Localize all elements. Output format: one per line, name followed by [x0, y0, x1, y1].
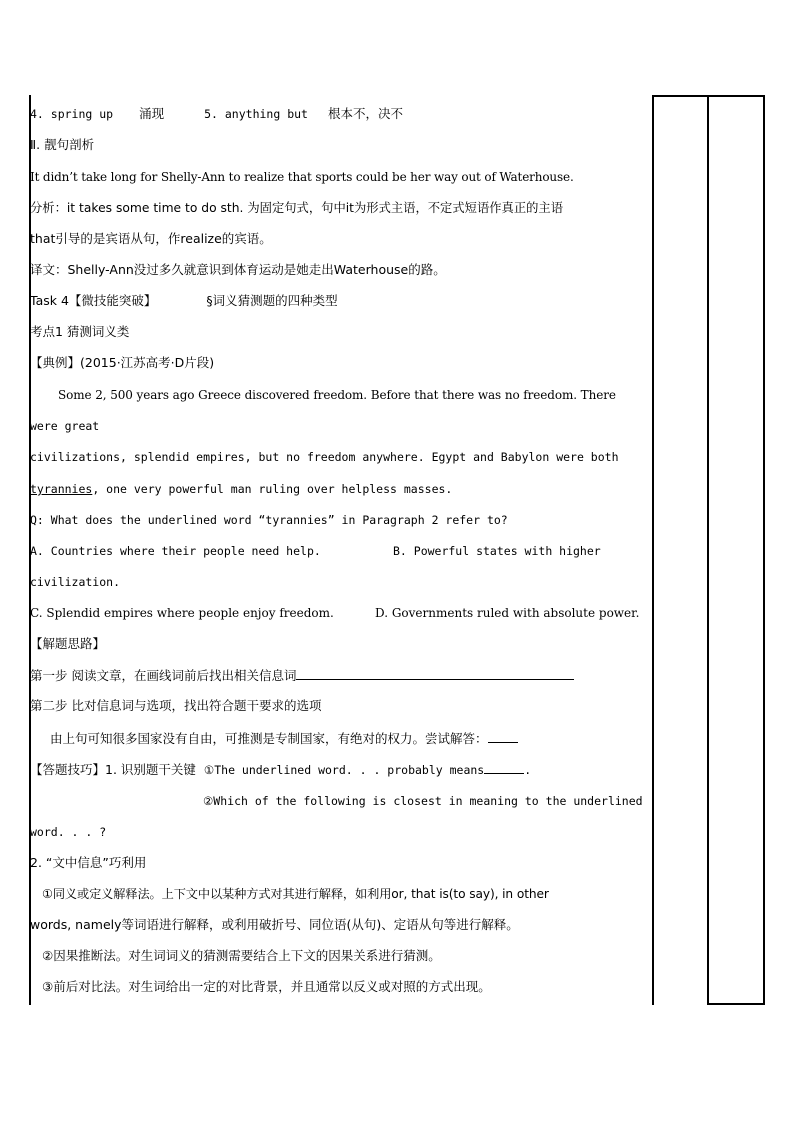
- step1-line: [30, 667, 574, 684]
- table-bottom-border-right: [707, 1003, 765, 1005]
- passage-line-4: [30, 481, 452, 497]
- analysis-line-2: that引导的是宾语从句，作realize的宾语。: [30, 231, 272, 246]
- question-line: Q: What does the underlined word “tyrannies” in Paragraph 2 refer to?: [30, 513, 508, 527]
- vocab-item4-cn: 涌现: [139, 106, 165, 121]
- table-column-divider-1: [652, 95, 654, 1005]
- tip1-answer-blank[interactable]: [484, 761, 524, 774]
- option-c: C. Splendid empires where people enjoy freedom.: [30, 606, 334, 620]
- vocab-line: [30, 106, 403, 122]
- tip1-text: ①The underlined word. . . probably means: [203, 763, 485, 777]
- vocab-item5-cn: 根本不，决不: [327, 106, 403, 121]
- task4-line: [30, 293, 338, 309]
- inference-answer-blank[interactable]: [488, 730, 518, 743]
- option-a: A. Countries where their people need help.: [30, 544, 321, 558]
- option-b: B. Powerful states with higher: [393, 544, 601, 558]
- step2-line: 第二步 比对信息词与选项，找出符合题干要求的选项: [30, 698, 322, 713]
- inference-text: 由上句可知很多国家没有自由，可推测是专制国家，有绝对的权力。尝试解答：: [50, 731, 488, 746]
- task4-title: §词义猜测题的四种类型: [206, 293, 338, 308]
- thinking-label: 【解题思路】: [30, 636, 106, 651]
- tips-label: 【答题技巧】1. 识别题干关键: [30, 762, 196, 777]
- section2-heading: Ⅱ. 靓句剖析: [30, 137, 95, 152]
- tips-line: [30, 761, 531, 778]
- vocab-item5-en: 5. anything but: [204, 107, 308, 121]
- table-right-border: [763, 95, 765, 1005]
- task4-label: Task 4【微技能突破】: [30, 293, 157, 308]
- method1-line-1: ①同义或定义解释法。上下文中以某种方式对其进行解释，如利用or, that is(to say), in other: [42, 887, 549, 901]
- analysis-line-1: 分析：it takes some time to do sth. 为固定句式，句中it为形式主语，不定式短语作真正的主语: [30, 201, 564, 215]
- key-sentence: It didn’t take long for Shelly-Ann to realize that sports could be her way out of Waterhouse.: [30, 170, 574, 184]
- tip1-end: .: [524, 763, 532, 777]
- passage-line-1: Some 2, 500 years ago Greece discovered freedom. Before that there was no freedom. There: [58, 388, 616, 402]
- step1-answer-blank[interactable]: [296, 667, 574, 680]
- table-column-divider-2: [707, 95, 709, 1005]
- info-label: 2. “文中信息”巧利用: [30, 855, 147, 870]
- option-b-continued: civilization.: [30, 575, 121, 589]
- method2-line: ②因果推断法。对生词词义的猜测需要结合上下文的因果关系进行猜测。: [42, 948, 441, 963]
- vocab-item4-en: 4. spring up: [30, 107, 114, 121]
- step1-text: 第一步 阅读文章，在画线词前后找出相关信息词: [30, 668, 297, 683]
- method3-line: ③前后对比法。对生词给出一定的对比背景，并且通常以反义或对照的方式出现。: [42, 979, 491, 994]
- tip2-line-1: ②Which of the following is closest in meaning to the underlined: [203, 794, 643, 808]
- option-d: D. Governments ruled with absolute power.: [375, 606, 640, 620]
- underlined-word: tyrannies: [30, 482, 93, 496]
- inference-line: [50, 730, 518, 747]
- passage-line-2: were great: [30, 419, 100, 433]
- tip2-line-2: word. . . ?: [30, 825, 107, 839]
- passage-line-3: civilizations, splendid empires, but no freedom anywhere. Egypt and Babylon were both: [30, 450, 619, 464]
- passage-line-4-rest: , one very powerful man ruling over helpless masses.: [92, 482, 453, 496]
- method1-line-2: words, namely等词语进行解释，或利用破折号、同位语(从句)、定语从句等进行解释。: [30, 917, 519, 932]
- example-label: 【典例】(2015·江苏高考·D片段): [30, 355, 215, 370]
- translation-line: 译文：Shelly-Ann没过多久就意识到体育运动是她走出Waterhouse的路。: [30, 262, 446, 277]
- kaodian-heading: 考点1 猜测词义类: [30, 324, 130, 339]
